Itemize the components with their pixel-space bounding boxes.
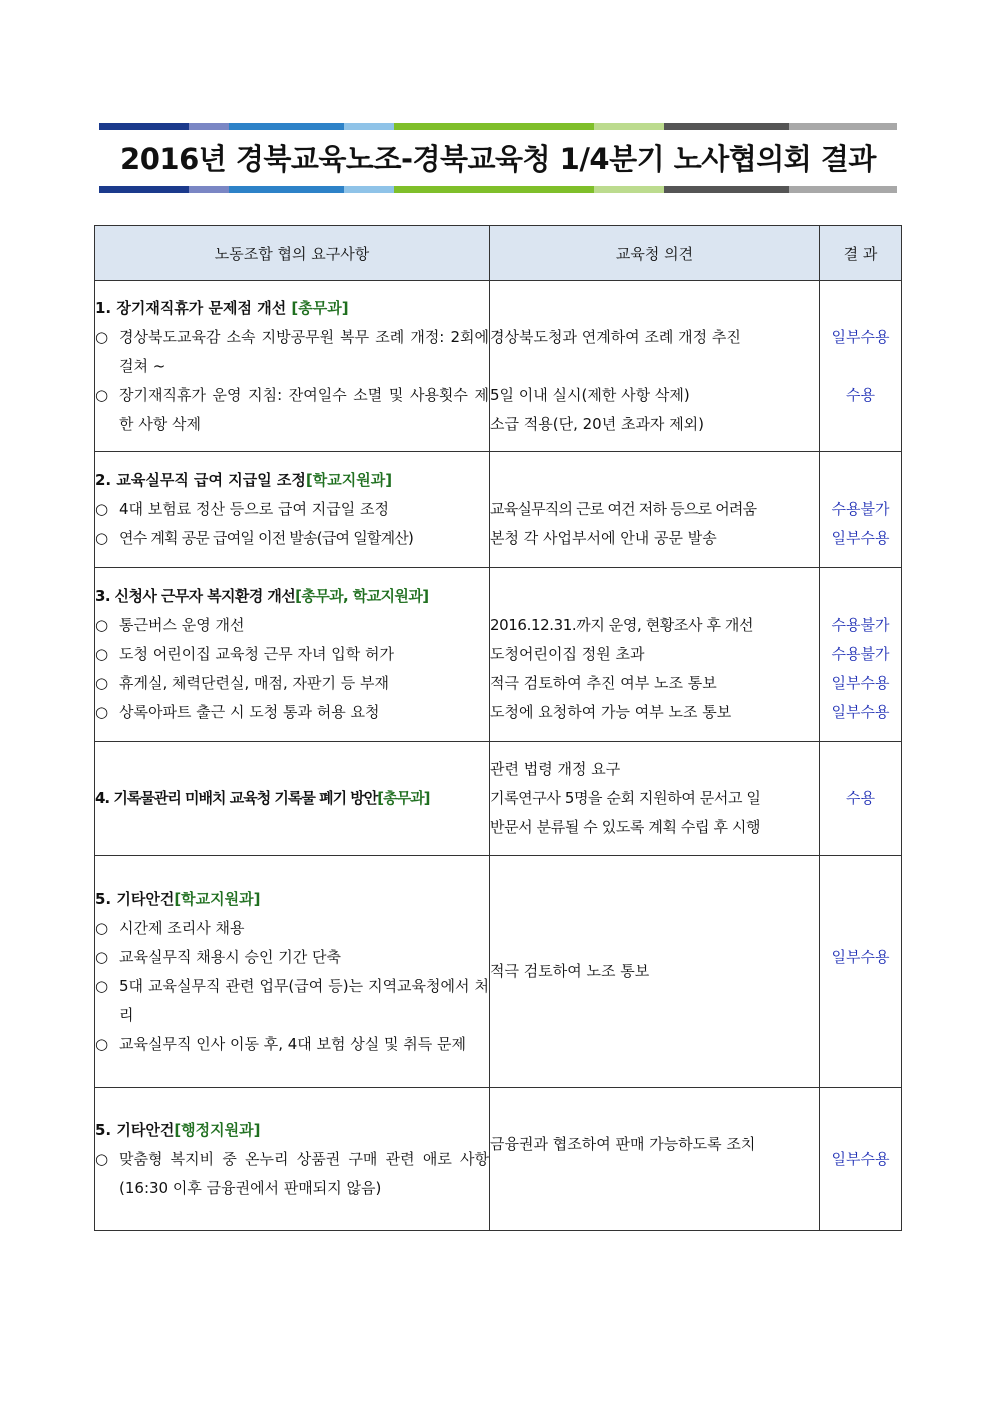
table-row — [95, 568, 902, 742]
opinion-cell: 관련 법령 개정 요구 기록연구사 5명을 순회 지원하여 문서고 일 반문서 분류될 수 있도록 계획 수립 후 시행 — [490, 742, 820, 856]
status-badge: 일부수용 — [831, 1149, 890, 1168]
list-item: ○ 통근버스 운영 개선 — [95, 616, 245, 634]
list-item: ○ 4대 보험료 정산 등으로 급여 지급일 조정 — [95, 500, 389, 518]
status-badge: 수용불가 — [831, 500, 890, 518]
header-result: 결 과 — [820, 226, 902, 281]
status-badge: 일부수용 — [831, 674, 890, 692]
request-cell — [95, 568, 490, 742]
section-title: 4. 기록물관리 미배치 교육청 기록물 폐기 방안[총무과] — [95, 789, 430, 807]
opinion-cell: 교육실무직의 근로 여건 저하 등으로 어려움 본청 각 사업부서에 안내 공문 발송 — [490, 452, 820, 568]
section-title: 5. 기타안건[행정지원과] — [95, 1120, 261, 1139]
section-title: 3. 신청사 근무자 복지환경 개선[총무과, 학교지원과] — [95, 587, 429, 605]
status-badge: 수용불가 — [831, 616, 890, 634]
list-item: ○ 시간제 조리사 채용 — [95, 918, 245, 937]
result-cell — [820, 742, 902, 856]
request-cell — [95, 1088, 490, 1231]
result-cell — [820, 1088, 902, 1231]
status-badge: 일부수용 — [831, 529, 890, 547]
table-row — [95, 742, 902, 856]
opinion-cell: 2016.12.31.까지 운영, 현황조사 후 개선 도청어린이집 정원 초과 적극 검토하여 추진 여부 노조 통보 도청에 요청하여 가능 여부 노조 통보 — [490, 568, 820, 742]
list-item: ○ 맞춤형 복지비 중 온누리 상품권 구매 관련 애로 사항(16:30 이후 금융권에서 판매되지 않음) — [95, 1149, 489, 1197]
result-cell — [820, 568, 902, 742]
result-cell — [820, 856, 902, 1088]
table-row — [95, 452, 902, 568]
title-stripe-bottom — [99, 186, 897, 193]
list-item: ○ 경상북도교육감 소속 지방공무원 복무 조례 개정: 2회에 걸쳐 ~ — [95, 327, 489, 375]
list-item: ○ 연수 계획 공문 급여일 이전 발송(급여 일할계산) — [95, 529, 414, 547]
status-badge: 수용 — [846, 789, 875, 807]
request-cell — [95, 742, 490, 856]
list-item: ○ 휴게실, 체력단련실, 매점, 자판기 등 부재 — [95, 674, 389, 692]
header-request: 노동조합 협의 요구사항 — [95, 226, 490, 281]
result-cell — [820, 281, 902, 452]
opinion-cell: 적극 검토하여 노조 통보 — [490, 856, 820, 1088]
status-badge: 수용 — [846, 385, 875, 404]
list-item: ○ 도청 어린이집 교육청 근무 자녀 입학 허가 — [95, 645, 394, 663]
result-cell — [820, 452, 902, 568]
status-badge: 수용불가 — [831, 645, 890, 663]
list-item: ○ 상록아파트 출근 시 도청 통과 허용 요청 — [95, 703, 380, 721]
header-opinion: 교육청 의견 — [490, 226, 820, 281]
results-table — [94, 225, 902, 1231]
request-cell — [95, 281, 490, 452]
table-row — [95, 281, 902, 452]
section-title: 1. 장기재직휴가 문제점 개선 [총무과] — [95, 298, 349, 317]
request-cell — [95, 452, 490, 568]
list-item: ○ 5대 교육실무직 관련 업무(급여 등)는 지역교육청에서 처리 — [95, 976, 489, 1024]
list-item: ○ 교육실무직 인사 이동 후, 4대 보험 상실 및 취득 문제 — [95, 1034, 467, 1053]
request-cell — [95, 856, 490, 1088]
opinion-cell: 경상북도청과 연계하여 조례 개정 추진 5일 이내 실시(제한 사항 삭제) 소급 적용(단, 20년 초과자 제외) — [490, 281, 820, 452]
status-badge: 일부수용 — [831, 703, 890, 721]
title-stripe-top — [99, 123, 897, 130]
table-row — [95, 1088, 902, 1231]
page-title: 2016년 경북교육노조-경북교육청 1/4분기 노사협의회 결과 — [120, 142, 876, 176]
table-row — [95, 856, 902, 1088]
list-item: ○ 교육실무직 채용시 승인 기간 단축 — [95, 947, 341, 966]
section-title: 5. 기타안건[학교지원과] — [95, 889, 261, 908]
section-title: 2. 교육실무직 급여 지급일 조정[학교지원과] — [95, 471, 393, 489]
status-badge: 일부수용 — [831, 327, 890, 346]
list-item: ○ 장기재직휴가 운영 지침: 잔여일수 소멸 및 사용횟수 제한 사항 삭제 — [95, 385, 489, 433]
status-badge: 일부수용 — [831, 947, 890, 966]
opinion-cell: 금융권과 협조하여 판매 가능하도록 조치 — [490, 1088, 820, 1231]
table-header-row — [95, 226, 902, 281]
